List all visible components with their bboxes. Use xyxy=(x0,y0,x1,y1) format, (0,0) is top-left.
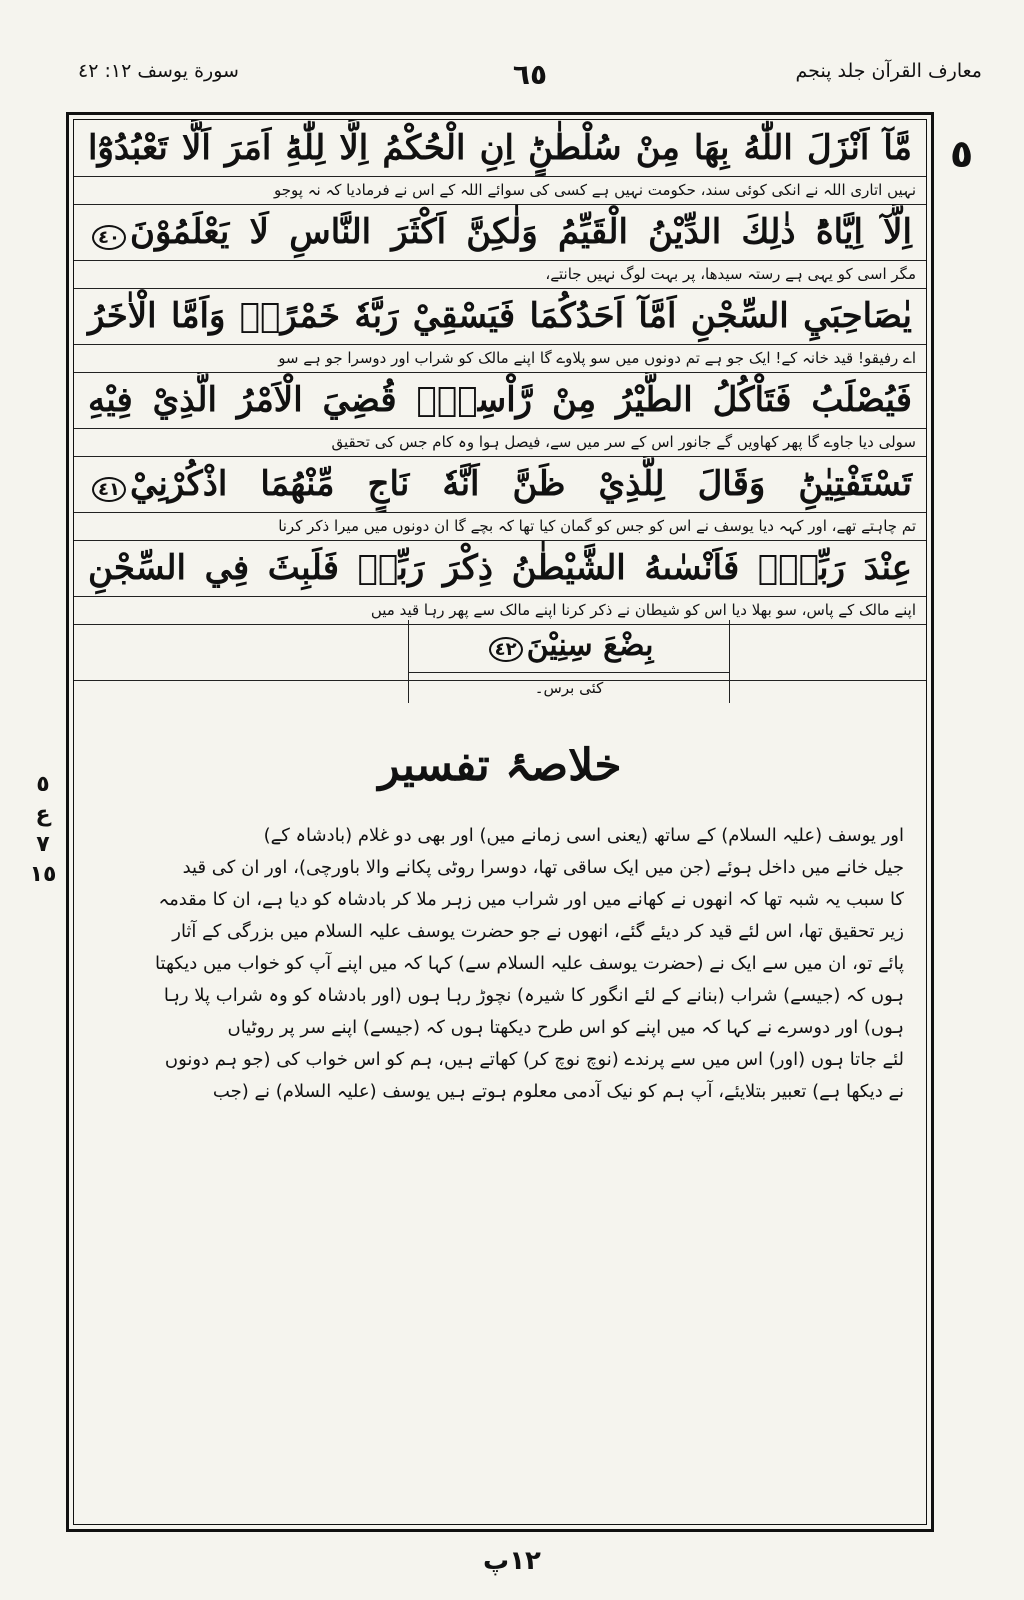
verse-arabic-3: يٰصَاحِبَيِ السِّجْنِ اَمَّآ اَحَدُكُمَا فَيَسْقِيْ رَبَّهٗ خَمْرًاۚ وَاَمَّا الْاٰخَرُ xyxy=(74,288,926,345)
section-title: خلاصۂ تفسیر xyxy=(378,740,622,791)
margin-ruku-marker xyxy=(20,770,66,890)
ayah-number: ٤١ xyxy=(92,477,126,502)
commentary-line: جیل خانے میں داخل ہوئے (جن میں ایک ساقی تھا، دوسرا روٹی پکانے والا باورچی)، اور ان کی قید xyxy=(182,857,904,878)
last-verse-urdu: کئی برس۔ xyxy=(408,672,730,703)
verse-arabic-6: عِنْدَ رَبِّكَ٘ فَاَنْسٰىهُ الشَّيْطٰنُ ذِكْرَ رَبِّهٖ فَلَبِثَ فِي السِّجْنِ xyxy=(74,540,926,597)
commentary-line: نے دیکھا ہے) تعبیر بتلایئے، آپ ہم کو نیک آدمی معلوم ہوتے ہیں یوسف (علیہ السلام) نے (جب xyxy=(212,1081,904,1102)
commentary-line: ہوں) اور دوسرے نے کہا کہ میں اپنے کو اس طرح دیکھتا ہوں کہ (جیسے) اپنے سر پر روٹیاں xyxy=(227,1017,904,1038)
last-verse-arabic: بِضْعَ سِنِيْنَ٤٢ xyxy=(408,620,730,672)
ayah-number: ٤٢ xyxy=(489,637,523,662)
surah-reference: سورة یوسف ١٢: ٤٢ xyxy=(78,60,239,82)
margin-marker-part: ٧ xyxy=(36,832,50,857)
commentary-line: زیر تحقیق تھا، اس لئے قید کر دیئے گئے، انھوں نے جو حضرت یوسف علیہ السلام میں بزرگی کے آثار xyxy=(172,921,904,942)
footer-mark: ١٢پ xyxy=(483,1546,541,1576)
commentary-line: ہوں کہ (جیسے) شراب (بنانے کے لئے انگور کا شیرہ) نچوڑ رہا ہوں (اور بادشاہ کو وہ شراب پلا رہا xyxy=(163,985,904,1006)
verse-arabic-5: تَسْتَفْتِيٰنِؕ وَقَالَ لِلَّذِيْ ظَنَّ اَنَّهٗ نَاجٍ مِّنْهُمَا اذْكُرْنِيْ٤١ xyxy=(74,456,926,513)
commentary xyxy=(96,820,904,1108)
commentary-line: اور یوسف (علیہ السلام) کے ساتھ (یعنی اسی زمانے میں) اور بھی دو غلام (بادشاہ کے) xyxy=(263,825,904,846)
verse-urdu-6: اپنے مالک کے پاس، سو بھلا دیا اس کو شیطان نے ذکر کرنا اپنے مالک سے پھر رہا قید میں xyxy=(74,596,926,625)
verse-urdu-2: مگر اسی کو یہی ہے رستہ سیدھا، پر بہت لوگ نہیں جانتے، xyxy=(74,260,926,289)
margin-marker-part: ١٥ xyxy=(29,862,57,887)
verse-frame-inner xyxy=(73,119,927,1525)
commentary-line: کا سبب یہ شبہ تھا کہ انھوں نے کھانے میں اور شراب میں زہر ملا کر بادشاہ کو دیا ہے، ان کا مقدمہ xyxy=(158,889,904,910)
ayah-number: ٤٠ xyxy=(92,225,126,250)
verse-urdu-3: اے رفیقو! قید خانہ کے! ایک جو ہے تم دونوں میں سو پلاوے گا اپنے مالک کو شراب اور دوسرا جو ہے سو xyxy=(74,344,926,373)
verse-frame xyxy=(66,112,934,1532)
book-title: معارف القرآن جلد پنجم xyxy=(795,60,982,82)
verse-urdu-4: سولی دیا جاوے گا پھر کھاویں گے جانور اس کے سر میں سے، فیصل ہوا وہ کام جس کی تحقیق xyxy=(74,428,926,457)
commentary-line: پائے تو، ان میں سے ایک نے (حضرت یوسف علیہ السلام سے) کہا کہ میں اپنے آپ کو خواب میں دیکھتا xyxy=(155,953,904,974)
verse-arabic-2: اِلَّآ اِيَّاهُؕ ذٰلِكَ الدِّيْنُ الْقَيِّمُ وَلٰكِنَّ اَكْثَرَ النَّاسِ لَا يَعْلَمُوْنَ٤٠ xyxy=(74,204,926,261)
verse-urdu-1: نہیں اتاری اللہ نے انکی کوئی سند، حکومت نہیں ہے کسی کی سوائے اللہ کے اس نے فرمادیا کہ نہ پوجو xyxy=(74,176,926,205)
page-number: ٦٥ xyxy=(512,58,548,91)
page-header xyxy=(70,52,990,102)
verse-arabic-4: فَيُصْلَبُ فَتَاْكُلُ الطَّيْرُ مِنْ رَّاْسِهٖؕ قُضِيَ الْاَمْرُ الَّذِيْ فِيْهِ xyxy=(74,372,926,429)
ruku-marker: ٥ xyxy=(950,132,974,176)
margin-marker-part: ٥ xyxy=(36,772,50,797)
last-verse-block xyxy=(70,620,930,710)
verse-urdu-5: تم چاہتے تھے، اور کہہ دیا یوسف نے اس کو جس کو گمان کیا تھا کہ بچے گا ان دونوں میں میرا ذکر کرنا xyxy=(74,512,926,541)
commentary-line: لئے جاتا ہوں (اور) اس میں سے پرندے (نوچ نوچ کر) کھاتے ہیں، ہم کو اس خواب کی (جو ہم دونوں xyxy=(164,1049,904,1070)
verse-arabic-1: مَّآ اَنْزَلَ اللّٰهُ بِهَا مِنْ سُلْطٰنٍؕ اِنِ الْحُكْمُ اِلَّا لِلّٰهِؕ اَمَرَ اَلَّا تَعْبُدُوْٓا xyxy=(74,120,926,177)
margin-marker-part: ع xyxy=(35,802,51,827)
